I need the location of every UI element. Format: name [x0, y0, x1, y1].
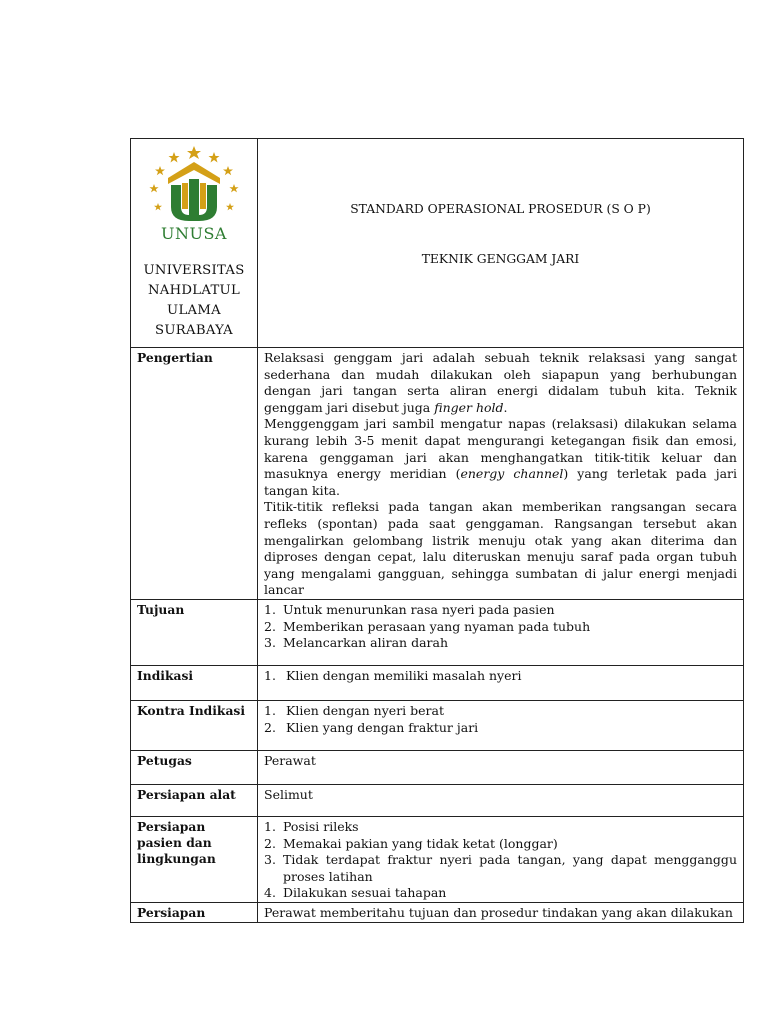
italic-term: energy channel — [460, 466, 564, 482]
paragraph — [264, 350, 737, 416]
list-item — [264, 836, 737, 853]
row-petugas — [131, 750, 744, 784]
document-title: STANDARD OPERASIONAL PROSEDUR (S O P) — [350, 202, 651, 216]
list-number: 4. — [264, 885, 276, 901]
list-item — [264, 635, 737, 652]
row-indikasi — [131, 665, 744, 700]
list-item — [264, 619, 737, 636]
row-label: Persiapan alat — [137, 786, 236, 802]
list-number: 2. — [264, 719, 276, 735]
row-pengertian — [131, 348, 744, 600]
sop-table — [130, 138, 744, 923]
list-number: 1. — [264, 818, 276, 834]
list-text: Klien dengan nyeri berat — [286, 702, 444, 718]
row-persiapan — [131, 902, 744, 922]
list-number: 1. — [264, 702, 276, 718]
tujuan-list — [264, 602, 737, 652]
logo-text: UNUSA — [161, 224, 227, 243]
pengertian-content — [258, 348, 743, 599]
petugas-value: Perawat — [264, 752, 316, 768]
list-item — [264, 819, 737, 836]
document-subtitle: TEKNIK GENGGAM JARI — [421, 252, 580, 266]
row-persiapan-pasien — [131, 816, 744, 902]
list-text: Melancarkan aliran darah — [283, 635, 449, 651]
list-text: Posisi rileks — [283, 818, 359, 834]
unusa-logo — [144, 143, 244, 243]
row-kontra-indikasi — [131, 700, 744, 750]
list-text: Klien dengan memiliki masalah nyeri — [286, 667, 522, 683]
paragraph: Titik-titik refleksi pada tangan akan memberikan rangsangan secara refleks (spontan) pada saat genggaman. Rangsangan tersebut akan mengalirkan gelombang listrik menuju otak yang akan diterima dan diproses dengan cepat, lalu diteruskan menuju saraf pada organ tubuh yang mengalami gangguan, sehingga sumbatan di jalur energi menjadi lancar — [264, 499, 737, 598]
row-label: Kontra Indikasi — [137, 702, 246, 718]
pasien-list — [264, 819, 737, 902]
alat-value: Selimut — [264, 786, 313, 802]
list-text: Memakai pakian yang tidak ketat (longgar) — [283, 835, 558, 851]
list-item — [264, 885, 737, 902]
tujuan-content — [258, 600, 743, 652]
list-text: Memberikan perasaan yang nyaman pada tubuh — [283, 618, 591, 634]
list-text: Klien yang dengan fraktur jari — [286, 719, 479, 735]
persiapan-value: Perawat memberitahu tujuan dan prosedur tindakan yang akan dilakukan — [264, 904, 733, 920]
indikasi-list — [264, 668, 737, 685]
text: Relaksasi genggam jari adalah sebuah teknik relaksasi yang sangat sederhana dan mudah dilakukan oleh siapapun yang berhubungan dengan jari tangan serta aliran energi didalam tubuh kita. Teknik genggam jari disebut juga — [264, 350, 737, 415]
list-item — [264, 852, 737, 885]
kontra-content — [258, 701, 743, 736]
list-text: Untuk menurunkan rasa nyeri pada pasien — [283, 601, 555, 617]
list-text: Tidak terdapat fraktur nyeri pada tangan, yang dapat mengganggu proses latihan — [283, 852, 737, 884]
list-number: 3. — [264, 635, 276, 651]
university-name — [131, 261, 257, 341]
list-item — [264, 720, 737, 737]
row-persiapan-alat — [131, 784, 744, 816]
university-line: ULAMA — [167, 303, 221, 318]
indikasi-content — [258, 666, 743, 685]
header-row — [131, 139, 744, 348]
text: Menggenggam jari sambil mengatur napas (relaksasi) dilakukan selama kurang lebih 3-5 menit dapat mengurangi ketegangan fisik dan emosi, karena genggaman jari akan menghangatkan titik-titik keluar dan masuknya energy meridian ( — [264, 416, 737, 482]
list-item — [264, 668, 737, 685]
list-number: 2. — [264, 618, 276, 634]
list-number: 1. — [264, 667, 276, 683]
list-number: 3. — [264, 852, 276, 868]
university-line: SURABAYA — [155, 323, 233, 338]
kontra-list — [264, 703, 737, 736]
row-label: Tujuan — [137, 601, 185, 617]
list-text: Dilakukan sesuai tahapan — [283, 885, 447, 901]
list-item — [264, 602, 737, 619]
list-number: 2. — [264, 835, 276, 851]
row-label: Persiapan — [137, 904, 206, 920]
row-label: Persiapan pasien dan lingkungan — [137, 818, 216, 866]
university-line: UNIVERSITAS — [143, 263, 245, 278]
row-label: Petugas — [137, 752, 192, 768]
logo-cell — [131, 139, 258, 348]
title-cell — [258, 139, 744, 348]
text: . — [503, 399, 508, 415]
italic-term: finger hold — [434, 399, 504, 415]
list-item — [264, 703, 737, 720]
university-line: NAHDLATUL — [147, 283, 241, 298]
paragraph — [264, 416, 737, 499]
row-tujuan — [131, 599, 744, 665]
list-number: 1. — [264, 601, 276, 617]
unusa-emblem-icon — [168, 162, 220, 221]
pasien-content — [258, 817, 743, 902]
text: ) yang terletak pada jari tangan kita. — [264, 466, 738, 498]
row-label: Indikasi — [137, 667, 194, 683]
row-label: Pengertian — [137, 350, 213, 365]
